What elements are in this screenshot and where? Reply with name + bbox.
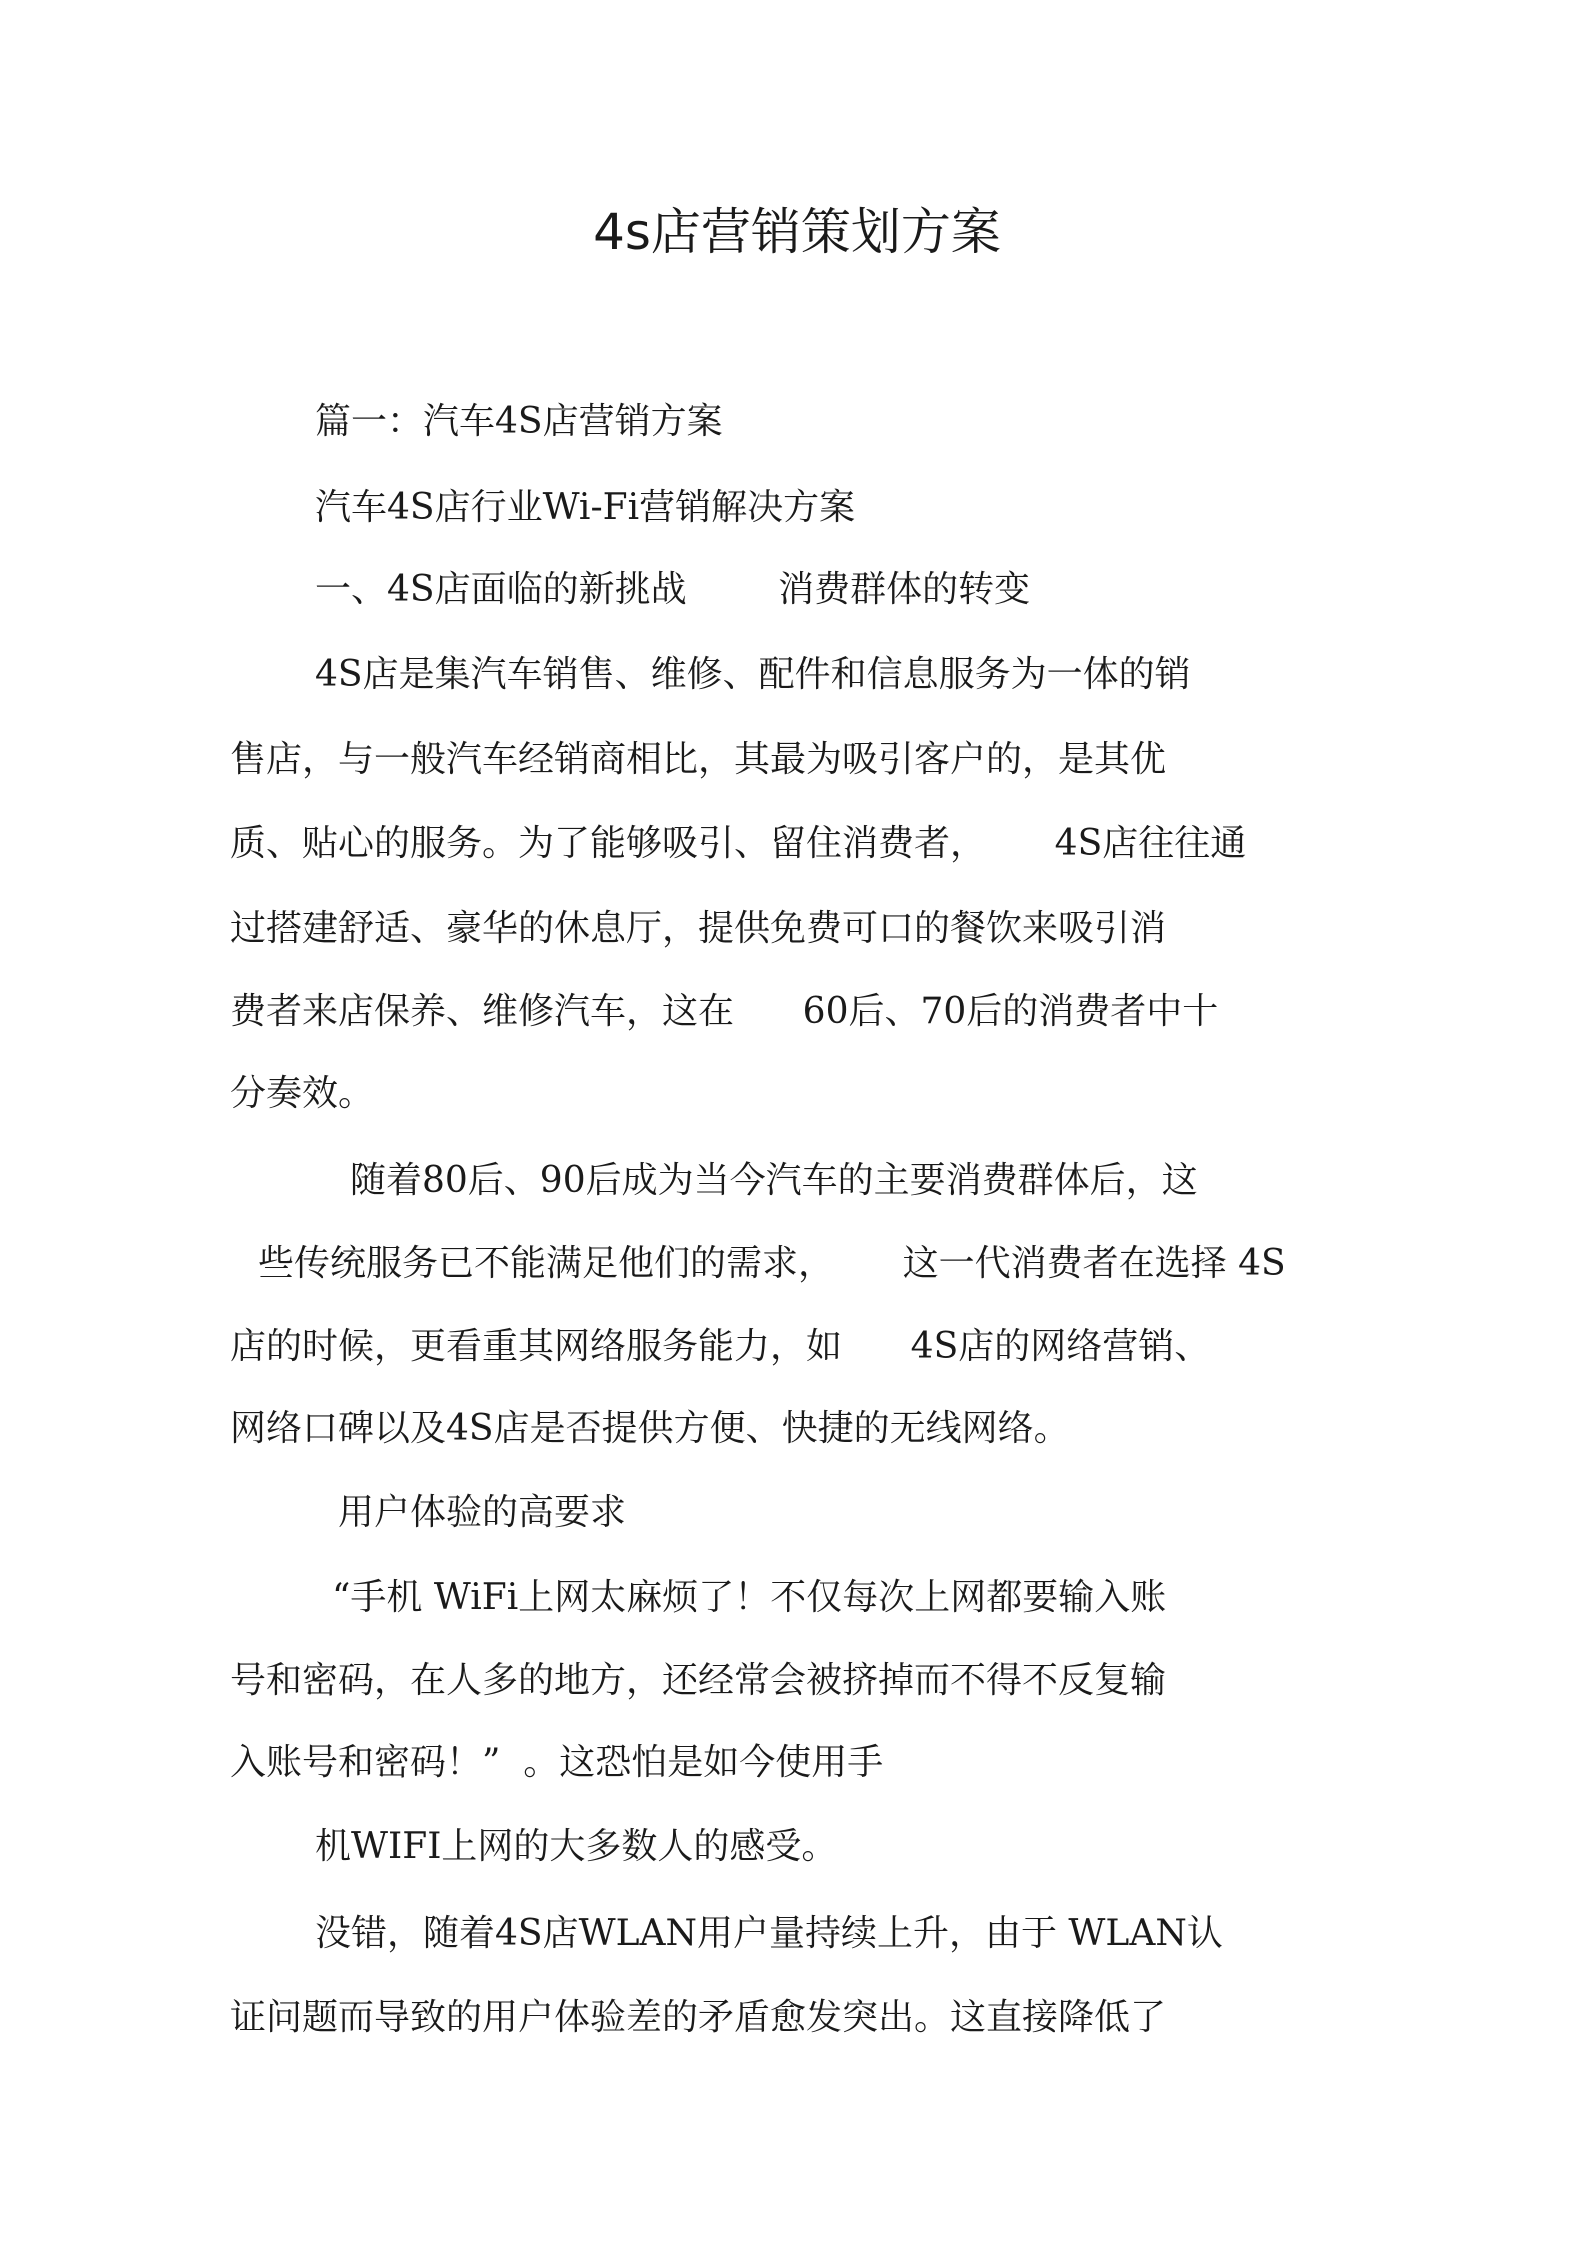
paragraph-line: 质、贴心的服务。为了能够吸引、留住消费者， 4S店往往通 <box>230 823 1247 864</box>
paragraph-line: 过搭建舒适、豪华的休息厅，提供免费可口的餐饮来吸引消 <box>230 908 1167 949</box>
paragraph-line: 机WIFI上网的大多数人的感受。 <box>315 1826 838 1867</box>
paragraph-line: 网络口碑以及4S店是否提供方便、快捷的无线网络。 <box>230 1408 1070 1449</box>
paragraph-line: 店的时候，更看重其网络服务能力，如 4S店的网络营销、 <box>230 1326 1211 1367</box>
paragraph-line: 入账号和密码！” 。这恐怕是如今使用手 <box>230 1742 884 1783</box>
paragraph-line: 些传统服务已不能满足他们的需求， 这一代消费者在选择 4S <box>258 1243 1286 1284</box>
subsection-heading: 用户体验的高要求 <box>338 1492 627 1533</box>
paragraph-line: 没错，随着4S店WLAN用户量持续上升，由于 WLAN认 <box>315 1913 1223 1954</box>
paragraph-line: “手机 WiFi上网太麻烦了！不仅每次上网都要输入账 <box>332 1577 1167 1618</box>
paragraph-line: 号和密码，在人多的地方，还经常会被挤掉而不得不反复输 <box>230 1660 1167 1701</box>
subheading: 汽车4S店行业Wi-Fi营销解决方案 <box>315 487 856 528</box>
paragraph-line: 随着80后、90后成为当今汽车的主要消费群体后，这 <box>350 1160 1198 1201</box>
paragraph-line: 分奏效。 <box>230 1073 375 1114</box>
section-heading: 篇一：汽车4S店营销方案 <box>315 401 723 442</box>
paragraph-line: 证问题而导致的用户体验差的矛盾愈发突出。这直接降低了 <box>230 1997 1167 2038</box>
subsection-heading: 一、4S店面临的新挑战 消费群体的转变 <box>315 569 1031 610</box>
paragraph-line: 售店，与一般汽车经销商相比，其最为吸引客户的，是其优 <box>230 739 1167 780</box>
paragraph-line: 费者来店保养、维修汽车，这在 60后、70后的消费者中十 <box>230 991 1219 1032</box>
document-title: 4s店营销策划方案 <box>593 203 1001 261</box>
paragraph-line: 4S店是集汽车销售、维修、配件和信息服务为一体的销 <box>315 654 1191 695</box>
